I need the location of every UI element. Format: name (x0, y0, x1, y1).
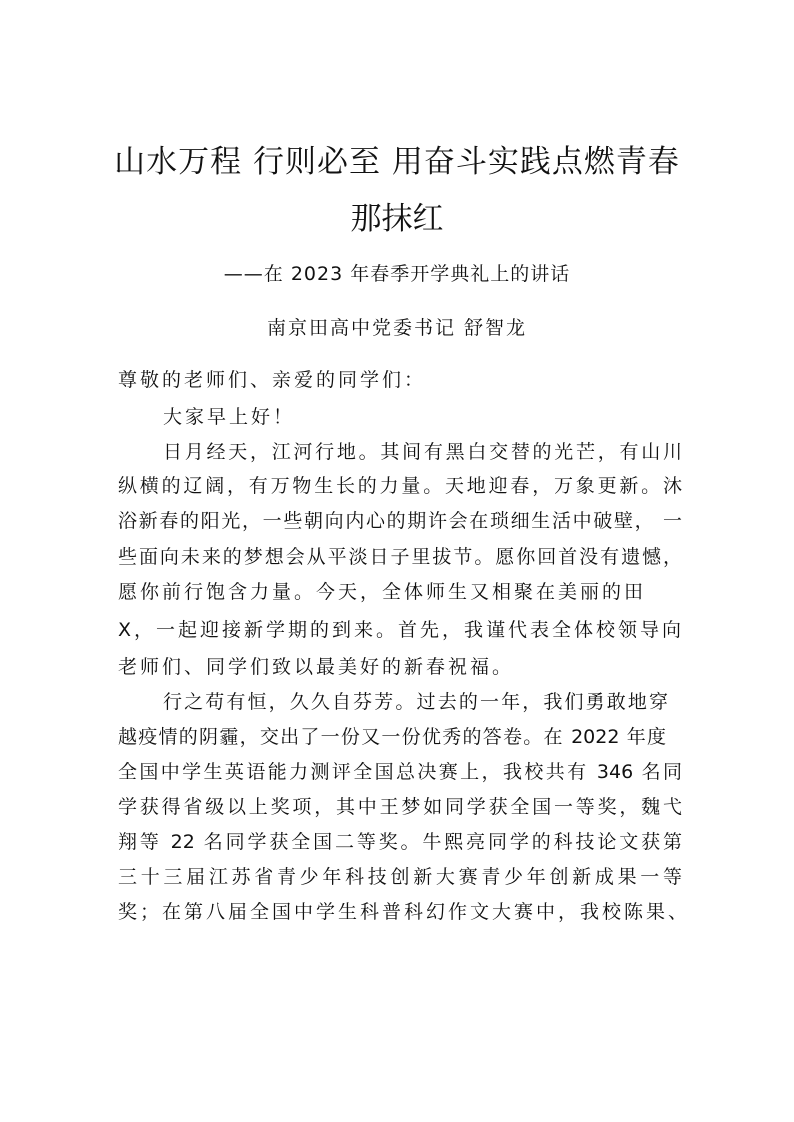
body-line: 三十三届江苏省青少年科技创新大赛青少年创新成果一等 (118, 866, 682, 888)
body-line: 尊敬的老师们、亲爱的同学们： (118, 369, 427, 391)
body-line: 愿你前行饱含力量。今天，全体师生又相聚在美丽的田 (118, 581, 647, 603)
body-line: X，一起迎接新学期的到来。首先，我谨代表全体校领导向 (118, 619, 685, 641)
body-line: 日月经天，江河行地。其间有黑白交替的光芒，有山川 (163, 441, 682, 463)
body-line: 学获得省级以上奖项，其中王梦如同学获全国一等奖，魏弋 (118, 796, 682, 818)
subtitle: ——在 2023 年春季开学典礼上的讲话 (223, 263, 571, 285)
body-line: 浴新春的阳光，一些朝向内心的期许会在琐细生活中破壁， 一 (118, 510, 682, 532)
body-line: 翔等 22 名同学获全国二等奖。牛熙亮同学的科技论文获第 (118, 831, 682, 853)
body-line: 越疫情的阴霾，交出了一份又一份优秀的答卷。在 2022 年度 (118, 726, 666, 748)
body-line: 大家早上好！ (163, 406, 296, 428)
body-line: 全国中学生英语能力测评全国总决赛上，我校共有 346 名同 (118, 761, 682, 783)
title-line-2: 那抹红 (350, 201, 444, 237)
author-line: 南京田高中党委书记 舒智龙 (266, 317, 528, 339)
body-line: 老师们、同学们致以最美好的新春祝福。 (118, 656, 515, 678)
body-line: 奖；在第八届全国中学生科普科幻作文大赛中，我校陈果、 (118, 901, 691, 923)
title-line-1: 山水万程 行则必至 用奋斗实践点燃青春 (114, 144, 680, 180)
body-line: 些面向未来的梦想会从平淡日子里拔节。愿你回首没有遗憾， (118, 546, 682, 568)
body-line: 纵横的辽阔，有万物生长的力量。天地迎春，万象更新。沐 (118, 475, 682, 497)
body-line: 行之苟有恒，久久自芬芳。过去的一年，我们勇敢地穿 (163, 691, 668, 713)
